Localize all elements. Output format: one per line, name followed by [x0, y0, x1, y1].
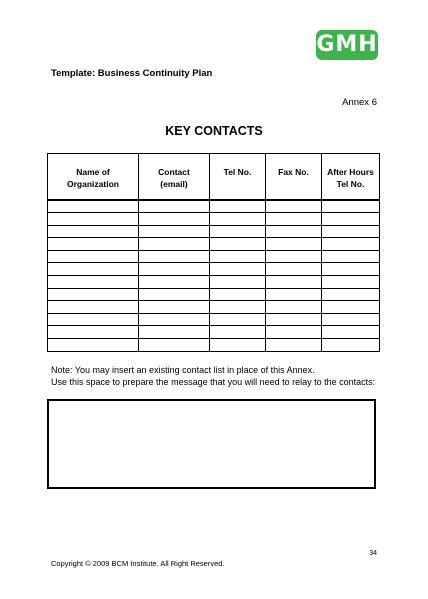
table-cell[interactable]: [266, 213, 322, 226]
header-name-of-organization: Name of Organization: [48, 154, 139, 200]
table-cell[interactable]: [48, 301, 139, 314]
table-cell[interactable]: [139, 213, 210, 226]
template-title: Template: Business Continuity Plan: [51, 68, 213, 79]
table-cell[interactable]: [139, 288, 210, 301]
table-cell[interactable]: [48, 200, 139, 213]
table-row: [48, 238, 380, 251]
table-cell[interactable]: [210, 225, 266, 238]
table-row: [48, 213, 380, 226]
table-row: [48, 288, 380, 301]
table-cell[interactable]: [322, 263, 380, 276]
table-cell[interactable]: [210, 238, 266, 251]
table-row: [48, 200, 380, 213]
table-cell[interactable]: [48, 213, 139, 226]
table-cell[interactable]: [322, 313, 380, 326]
table-cell[interactable]: [139, 301, 210, 314]
table-cell[interactable]: [322, 276, 380, 289]
table-header-row: [48, 154, 380, 200]
copyright-text: Copyright © 2009 BCM Institute. All Right Reserved.: [51, 559, 225, 568]
header-fax-no: Fax No.: [266, 154, 322, 200]
table-cell[interactable]: [48, 326, 139, 339]
table-cell[interactable]: [322, 213, 380, 226]
table-cell[interactable]: [210, 288, 266, 301]
table-cell[interactable]: [266, 263, 322, 276]
table-cell[interactable]: [139, 200, 210, 213]
table-row: [48, 326, 380, 339]
table-row: [48, 276, 380, 289]
header-contact-email: Contact (email): [139, 154, 210, 200]
table-cell[interactable]: [48, 238, 139, 251]
table-cell[interactable]: [210, 326, 266, 339]
key-contacts-table: [47, 153, 380, 352]
table-cell[interactable]: [210, 339, 266, 352]
annex-label: Annex 6: [342, 97, 377, 108]
table-cell[interactable]: [266, 313, 322, 326]
table-cell[interactable]: [266, 339, 322, 352]
table-cell[interactable]: [139, 339, 210, 352]
table-cell[interactable]: [266, 326, 322, 339]
table-row: [48, 339, 380, 352]
table-cell[interactable]: [210, 313, 266, 326]
table-cell[interactable]: [48, 225, 139, 238]
table-cell[interactable]: [266, 301, 322, 314]
table-cell[interactable]: [210, 276, 266, 289]
table-cell[interactable]: [139, 326, 210, 339]
table-cell[interactable]: [48, 288, 139, 301]
table-cell[interactable]: [210, 263, 266, 276]
table-cell[interactable]: [322, 250, 380, 263]
table-cell[interactable]: [266, 200, 322, 213]
table-cell[interactable]: [139, 250, 210, 263]
message-box[interactable]: [47, 399, 376, 489]
table-cell[interactable]: [322, 225, 380, 238]
page-heading: KEY CONTACTS: [165, 124, 263, 138]
table-cell[interactable]: [48, 263, 139, 276]
table-cell[interactable]: [48, 313, 139, 326]
table-cell[interactable]: [322, 200, 380, 213]
table-cell[interactable]: [322, 238, 380, 251]
table-cell[interactable]: [139, 225, 210, 238]
table-row: [48, 313, 380, 326]
table-cell[interactable]: [48, 339, 139, 352]
table-cell[interactable]: [322, 339, 380, 352]
table-cell[interactable]: [48, 276, 139, 289]
table-row: [48, 225, 380, 238]
page-number: 34: [369, 550, 377, 557]
table-cell[interactable]: [210, 301, 266, 314]
table-cell[interactable]: [139, 313, 210, 326]
table-cell[interactable]: [322, 288, 380, 301]
table-cell[interactable]: [322, 301, 380, 314]
table-body: [48, 200, 380, 352]
table-cell[interactable]: [266, 250, 322, 263]
table-cell[interactable]: [139, 276, 210, 289]
header-tel-no: Tel No.: [210, 154, 266, 200]
note-line-2: Use this space to prepare the message that you will need to relay to the contacts:: [51, 377, 376, 387]
note-text: [51, 364, 375, 388]
table-cell[interactable]: [139, 263, 210, 276]
table-row: [48, 263, 380, 276]
note-line-1: Note: You may insert an existing contact list in place of this Annex.: [51, 365, 315, 375]
table-cell[interactable]: [210, 200, 266, 213]
table-cell[interactable]: [139, 238, 210, 251]
gmh-logo: GMH: [316, 30, 378, 60]
table-cell[interactable]: [210, 213, 266, 226]
header-after-hours-tel-no: After Hours Tel No.: [322, 154, 380, 200]
table-cell[interactable]: [210, 250, 266, 263]
table-cell[interactable]: [322, 326, 380, 339]
table-cell[interactable]: [48, 250, 139, 263]
table-cell[interactable]: [266, 238, 322, 251]
table-row: [48, 301, 380, 314]
table-row: [48, 250, 380, 263]
table-cell[interactable]: [266, 288, 322, 301]
table-cell[interactable]: [266, 225, 322, 238]
table-cell[interactable]: [266, 276, 322, 289]
